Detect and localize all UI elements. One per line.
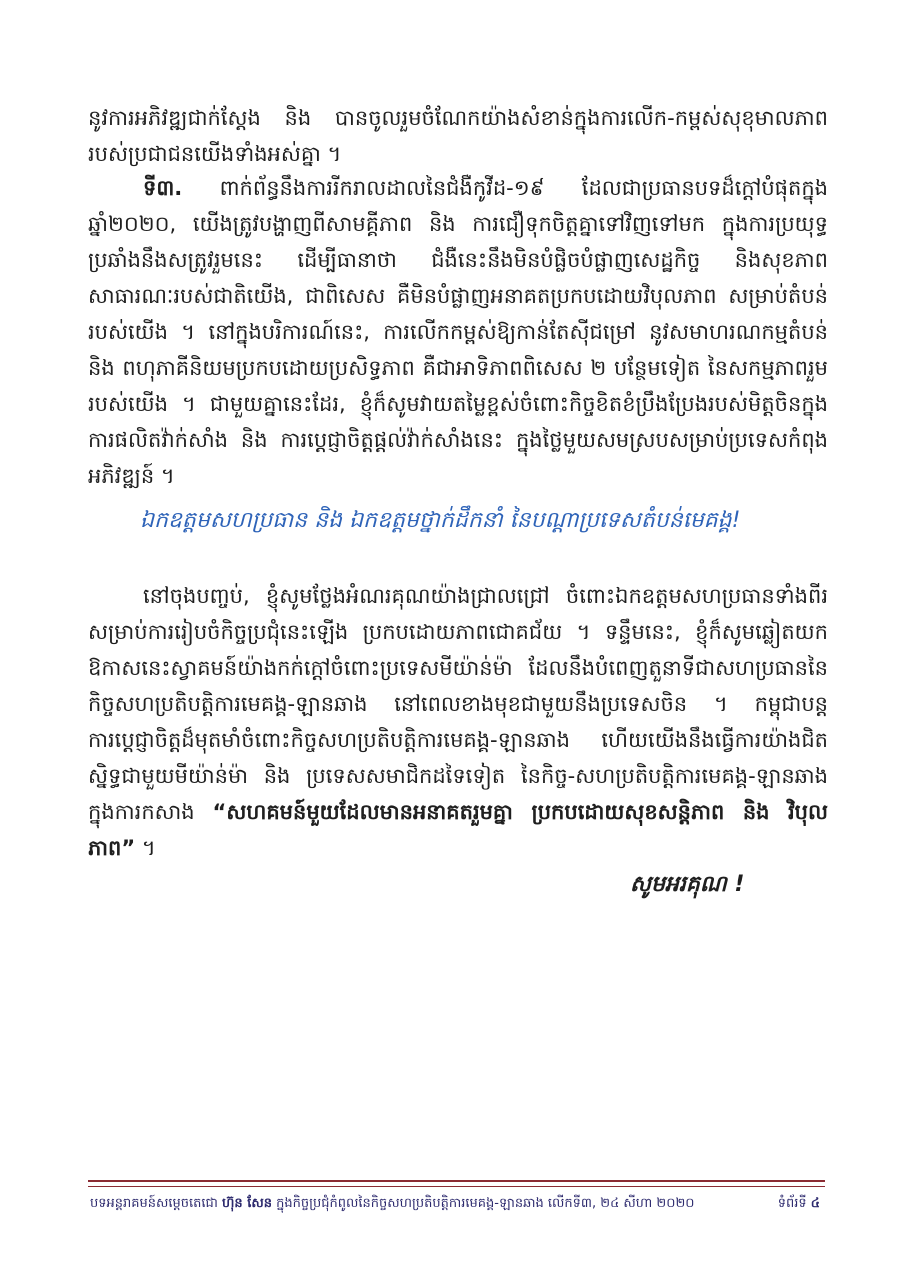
section-heading: ឯកឧត្តមសហប្រធាន និង ឯកឧត្តមថ្នាក់ដឹកនាំ នៃបណ្តាប្រទេសតំបន់មេគង្គ!: [140, 508, 741, 533]
page-label: ទំព័រទី: [777, 1196, 811, 1211]
footer-title-suffix: ក្នុងកិច្ចប្រជុំកំពូលនៃកិច្ចសហប្រតិបត្តិការមេគង្គ-ឡានឆាង លើកទី៣, ២៤ សីហា ២០២០: [271, 1196, 695, 1211]
page-footer: [90, 1195, 830, 1214]
paragraph-2-text: ពាក់ព័ន្ធនឹងការរីករាលដាលនៃជំងឺកូវីដ-១៩ ដែលជាប្រធានបទដ៏ក្តៅបំផុតក្នុងឆ្នាំ២០២០, យើងត្រូវបង្ហាញពីសាមគ្គីភាព និង ការជឿទុកចិត្តគ្នាទៅវិញទៅមក ក្នុងការប្រយុទ្ធប្រឆាំងនឹងសត្រូវរួមនេះ ដើម្បីធានាថា ជំងឺនេះនឹងមិនបំផ្លិចបំផ្លាញសេដ្ឋកិច្ច និងសុខភាពសាធារណៈរបស់ជាតិយើង, ជាពិសេស គឺមិនបំផ្លាញអនាគតប្រកបដោយវិបុលភាព សម្រាប់តំបន់របស់យើង ។ នៅក្នុងបរិការណ៍នេះ, ការលើកកម្ពស់ឱ្យកាន់តែស៊ីជម្រៅ នូវសមាហរណកម្មតំបន់ និង ពហុភាគីនិយមប្រកបដោយប្រសិទ្ធភាព គឺជាអាទិភាពពិសេស ២ បន្ថែមទៀត នៃសកម្មភាពរួមរបស់យើង ។ ជាមួយគ្នានេះដែរ, ខ្ញុំក៏សូមវាយតម្លៃខ្ពស់ចំពោះកិច្ចខិតខំប្រឹងប្រែងរបស់មិត្តចិនក្នុងការផលិតវ៉ាក់សាំង និង ការប្តេជ្ញាចិត្តផ្តល់វ៉ាក់សាំងនេះ ក្នុងថ្លៃមួយសមស្របសម្រាប់ប្រទេសកំពុងអភិវឌ្ឍន៍ ។: [88, 176, 828, 488]
page-number-label: [778, 1195, 820, 1214]
page-number: ៤: [810, 1196, 820, 1211]
paragraph-3: [88, 578, 828, 866]
closing-thanks: សូមអរគុណ !: [630, 872, 745, 897]
footer-rule-thin: [88, 1186, 825, 1187]
footer-rule-thick: [88, 1180, 825, 1182]
paragraph-2: [88, 170, 828, 494]
paragraph-1: នូវការអភិវឌ្ឍជាក់ស្តែង និង បានចូលរួមចំណែកយ៉ាងសំខាន់ក្នុងការលើក-កម្ពស់សុខុមាលភាពរបស់ប្រជាជនយើងទាំងអស់គ្នា ។: [88, 106, 828, 166]
paragraph-2-label: ទី៣.: [143, 176, 183, 200]
footer-title-prefix: បទអន្តរាគមន៍សម្តេចតេជោ: [90, 1196, 223, 1211]
paragraph-3-text: នៅចុងបញ្ចប់, ខ្ញុំសូមថ្លែងអំណរគុណយ៉ាងជ្រាលជ្រៅ ចំពោះឯកឧត្តមសហប្រធានទាំងពីរ សម្រាប់ការរៀបចំកិច្ចប្រជុំនេះឡើង ប្រកបដោយភាពជោគជ័យ ។ ទន្ទឹមនេះ, ខ្ញុំក៏សូមឆ្លៀតយកឱកាសនេះស្វាគមន៍យ៉ាងកក់ក្តៅចំពោះប្រទេសមីយ៉ាន់ម៉ា ដែលនឹងបំពេញតួនាទីជាសហប្រធាននៃកិច្ចសហប្រតិបត្តិការមេគង្គ-ឡានឆាង នៅពេលខាងមុខជាមួយនឹងប្រទេសចិន ។ កម្ពុជាបន្តការប្តេជ្ញាចិត្តដ៏មុតមាំចំពោះកិច្ចសហប្រតិបត្តិការមេគង្គ-ឡានឆាង ហើយយើងនឹងធ្វើការយ៉ាងជិតស្និទ្ធជាមួយមីយ៉ាន់ម៉ា និង ប្រទេសសមាជិកដទៃទៀត នៃកិច្ច-សហប្រតិបត្តិការមេគង្គ-ឡានឆាង ក្នុងការកសាង: [88, 584, 828, 824]
paragraph-3-end: ។: [135, 836, 156, 860]
paragraph-3-emphasis: “សហគមន៍មួយដែលមានអនាគតរួមគ្នា ប្រកបដោយសុខសន្តិភាព និង វិបុលភាព”: [88, 800, 828, 860]
footer-speaker-name: ហ៊ុន សែន: [222, 1196, 272, 1211]
